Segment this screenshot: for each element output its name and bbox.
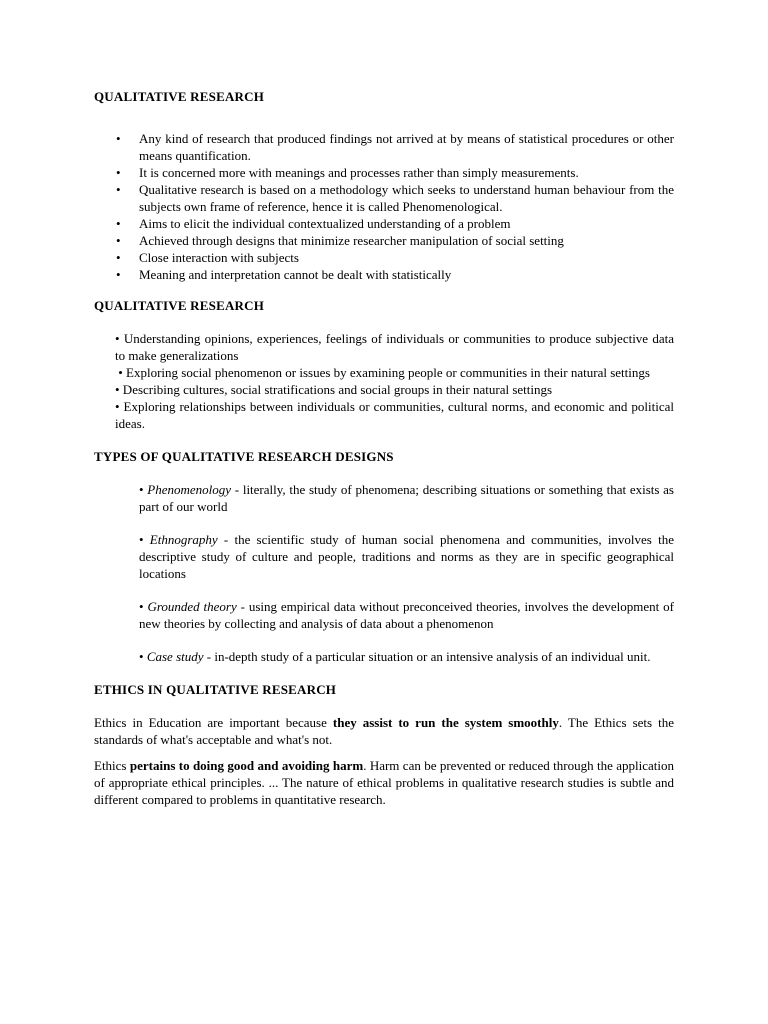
design-term: Ethnography xyxy=(149,532,218,547)
list-item: • Phenomenology - literally, the study of phenomena; describing situations or something that exists as part of our world xyxy=(139,482,674,514)
list-item: • Any kind of research that produced findings not arrived at by means of statistical procedures or other means quantification. xyxy=(116,131,674,163)
list-item: • Understanding opinions, experiences, feelings of individuals or communities to produce subjective data to make generalizations xyxy=(115,331,674,363)
list-item: • Qualitative research is based on a methodology which seeks to understand human behaviour from the subjects own frame of reference, hence it is called Phenomenological. xyxy=(116,182,674,214)
bullet-list-definitions xyxy=(94,130,674,283)
ethics-paragraph: Ethics pertains to doing good and avoiding harm. Harm can be prevented or reduced through the application of appropriate ethical principles. ... The nature of ethical problems in qualitative research studies is subtle and different compared to problems in quantitative research. xyxy=(94,758,674,807)
section-heading-ethics: ETHICS IN QUALITATIVE RESEARCH xyxy=(94,682,337,697)
list-item: • Ethnography - the scientific study of human social phenomena and communities, involves the descriptive study of culture and people, traditions and norms as they are in specific geographical locations xyxy=(139,532,674,581)
bullet-icon: • xyxy=(116,233,121,248)
design-term: Phenomenology xyxy=(147,482,232,497)
bullet-icon: • xyxy=(116,165,121,180)
list-item: • Close interaction with subjects xyxy=(116,250,299,265)
list-item: • Aims to elicit the individual contextualized understanding of a problem xyxy=(116,216,511,231)
design-types-list xyxy=(139,481,674,665)
ethics-body xyxy=(94,714,674,808)
list-item: • Describing cultures, social stratifications and social groups in their natural settings xyxy=(115,382,553,397)
ethics-paragraph: Ethics in Education are important because they assist to run the system smoothly. The Ethics sets the standards of what's acceptable and what's not. xyxy=(94,715,674,747)
bullet-icon: • xyxy=(116,267,121,282)
list-item: • It is concerned more with meanings and processes rather than simply measurements. xyxy=(116,165,579,180)
purpose-list xyxy=(115,330,674,432)
section-heading-qualitative-research: QUALITATIVE RESEARCH xyxy=(94,89,265,104)
list-item: • Case study - in-depth study of a particular situation or an intensive analysis of an individual unit. xyxy=(139,649,651,664)
list-item: • Exploring relationships between individuals or communities, cultural norms, and economic and political ideas. xyxy=(115,399,674,431)
design-term: Grounded theory xyxy=(147,599,237,614)
bullet-icon: • xyxy=(116,182,121,197)
bullet-icon: • xyxy=(116,131,121,146)
list-item: • Achieved through designs that minimize researcher manipulation of social setting xyxy=(116,233,564,248)
list-item: • Meaning and interpretation cannot be dealt with statistically xyxy=(116,267,452,282)
bullet-icon: • xyxy=(116,250,121,265)
emphasis-text: pertains to doing good and avoiding harm xyxy=(129,758,364,773)
design-term: Case study xyxy=(146,649,204,664)
section-heading-research-designs: TYPES OF QUALITATIVE RESEARCH DESIGNS xyxy=(94,449,394,464)
bullet-icon: • xyxy=(116,216,121,231)
list-item: • Exploring social phenomenon or issues by examining people or communities in their natural settings xyxy=(115,365,650,380)
emphasis-text: they assist to run the system smoothly xyxy=(332,715,559,730)
list-item: • Grounded theory - using empirical data without preconceived theories, involves the development of new theories by collecting and analysis of data about a phenomenon xyxy=(139,599,674,631)
section-heading-qualitative-research-2: QUALITATIVE RESEARCH xyxy=(94,298,265,313)
